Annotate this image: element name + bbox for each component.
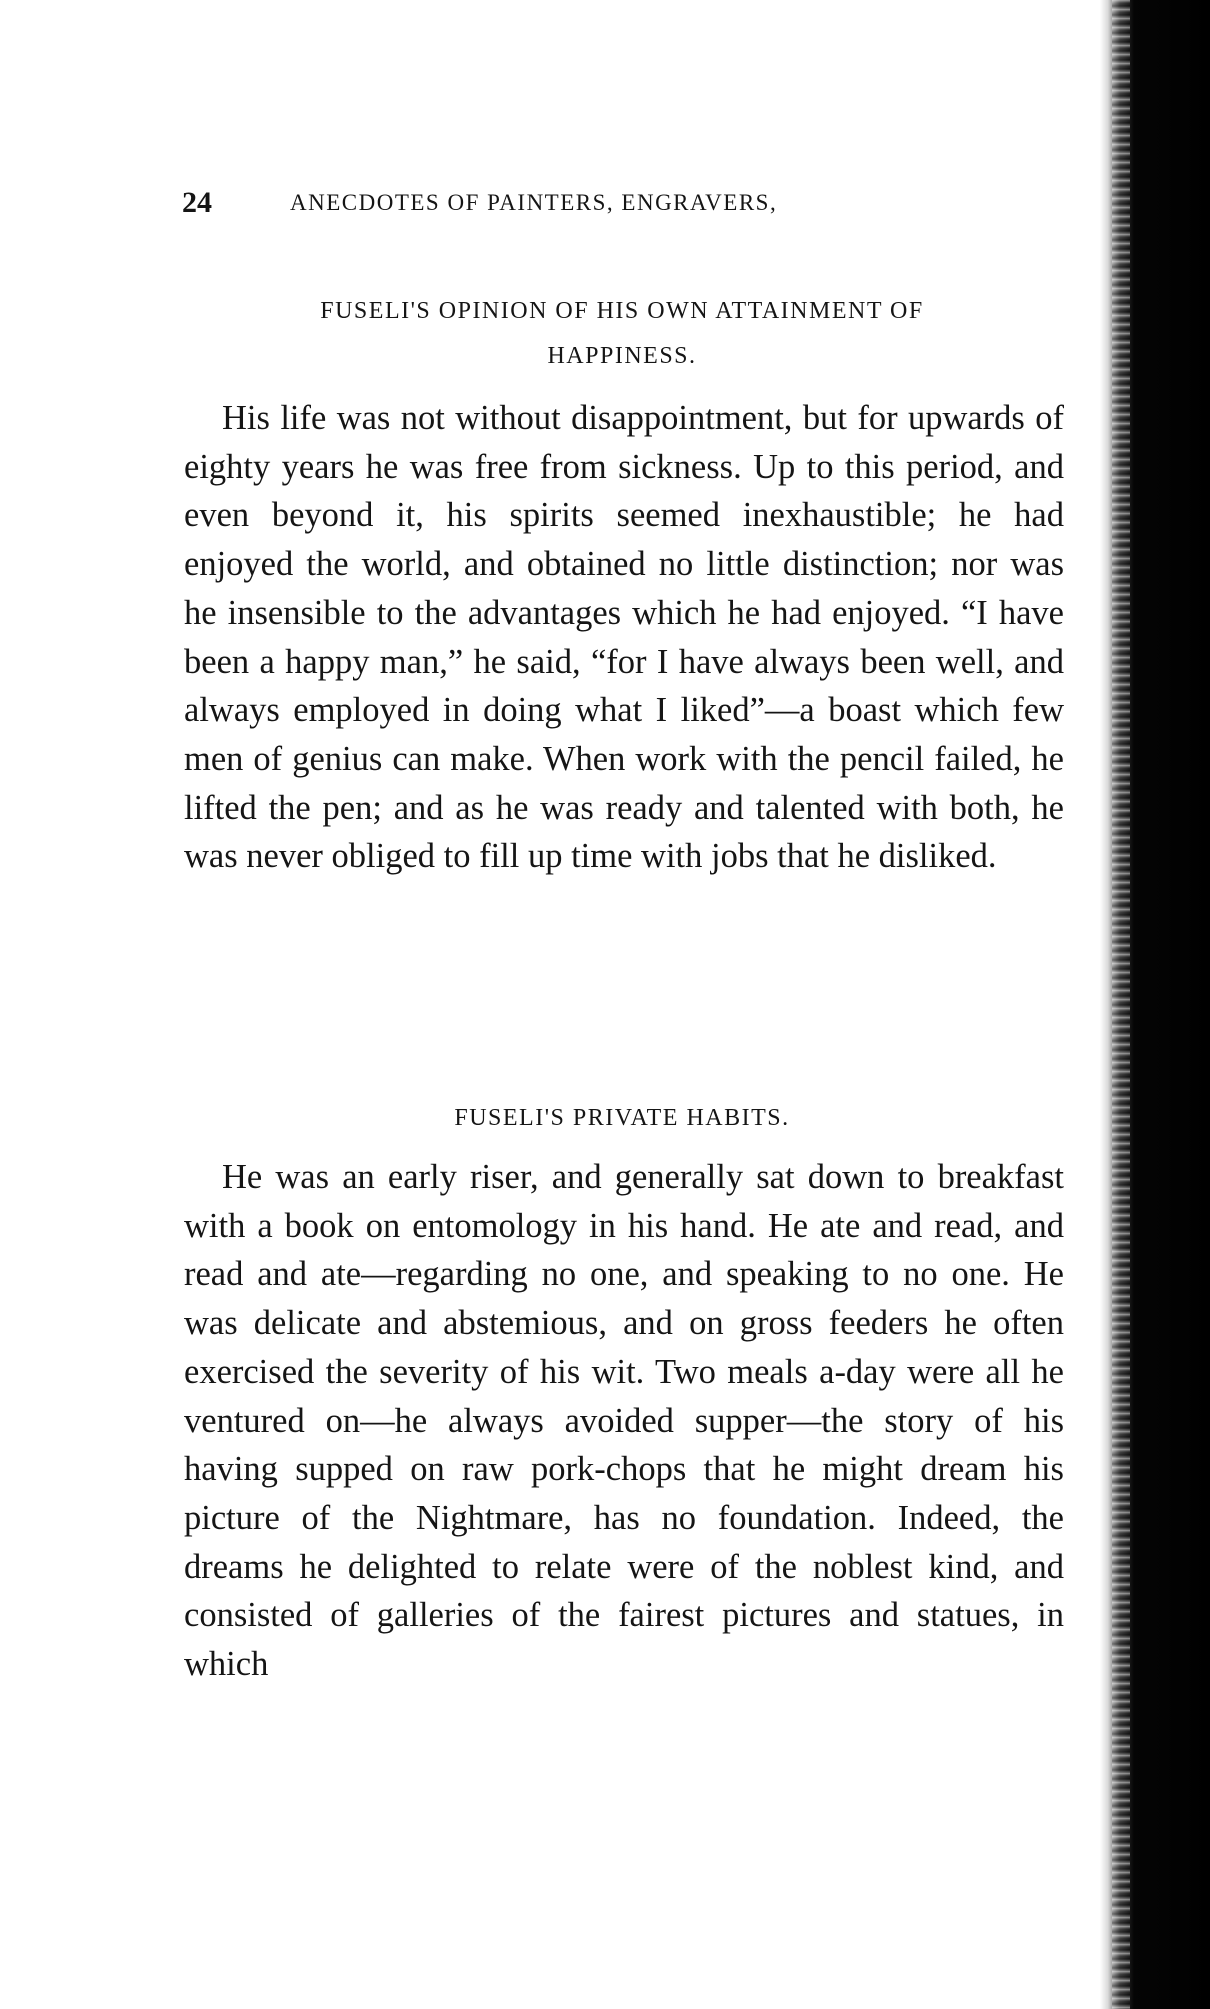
running-head: [182, 186, 1062, 226]
page-number: 24: [182, 186, 212, 219]
section-heading-happiness: [182, 289, 1062, 379]
section-heading-line: FUSELI'S OPINION OF HIS OWN ATTAINMENT OF: [320, 298, 924, 324]
section-heading-private-habits: FUSELI'S PRIVATE HABITS.: [454, 1105, 790, 1131]
body-paragraph-happiness: His life was not without disappointment, but for upwards of eighty years he was free from sickness. Up to this period, and even beyond it, his spirits seemed inexhaustible; he had enjoyed the world, and obtained no little distinction; nor was he insensible to the advantages which he had enjoyed. “I have been a happy man,” he said, “for I have always been well, and always employed in doing what I liked”—a boast which few men of genius can make. When work with the pencil failed, he lifted the pen; and as he was ready and talented with both, he was never obliged to fill up time with jobs that he disliked.: [184, 399, 1064, 876]
book-binding-edge: [1112, 0, 1130, 2009]
section-heading-line: HAPPINESS.: [547, 343, 697, 369]
body-paragraph-private-habits: He was an early riser, and generally sat down to breakfast with a book on entomology in his hand. He ate and read, and read and ate—regarding no one, and speaking to no one. He was delicate and abstemious, and on gross feeders he often exercised the severity of his wit. Two meals a-day were all he ventured on—he always avoided supper—the story of his having supped on raw pork-chops that he might dream his picture of the Nightmare, has no foundation. Indeed, the dreams he delighted to relate were of the noblest kind, and consisted of galleries of the fairest pictures and statues, in which: [184, 1158, 1064, 1684]
running-title: ANECDOTES OF PAINTERS, ENGRAVERS,: [290, 190, 778, 215]
